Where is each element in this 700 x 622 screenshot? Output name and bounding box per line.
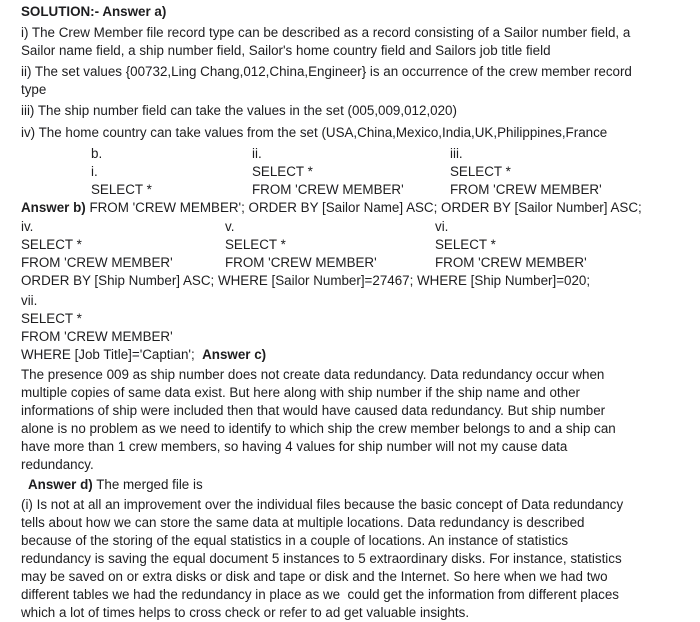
- answer-c-line: alone is no problem as we need to identify to which ship the crew member belongs to and a ship can: [21, 421, 616, 436]
- b2-col2-select: SELECT *: [225, 237, 286, 252]
- answer-b-text: FROM 'CREW MEMBER'; ORDER BY [Sailor Name] ASC; ORDER BY [Sailor Number] ASC;: [85, 200, 642, 215]
- answer-a-line: Sailor name field, a ship number field, Sailor's home country field and Sailors job title field: [21, 43, 551, 58]
- b2-col3-label: vi.: [435, 219, 449, 234]
- answer-a-line: ii) The set values {00732,Ling Chang,012,China,Engineer} is an occurrence of the crew member record: [21, 64, 632, 79]
- answer-c-line: multiple copies of same data exist. But here along with ship number if the ship name and other: [21, 385, 581, 400]
- answer-a-line: type: [21, 82, 47, 97]
- b-col2-from: FROM 'CREW MEMBER': [252, 182, 404, 197]
- b-col3-select: SELECT *: [450, 164, 511, 179]
- b-col1-label: i.: [91, 164, 98, 179]
- b-col3-label: iii.: [450, 146, 463, 161]
- b2-col1-select: SELECT *: [21, 237, 82, 252]
- answer-a-line: iii) The ship number field can take the values in the set (005,009,012,020): [21, 103, 457, 118]
- b2-col1-from: FROM 'CREW MEMBER': [21, 255, 173, 270]
- vii-label: vii.: [21, 293, 38, 308]
- answer-c-line: redundancy.: [21, 457, 94, 472]
- answer-c-line: The presence 009 as ship number does not create data redundancy. Data redundancy occur when: [21, 367, 605, 382]
- b-col2-select: SELECT *: [252, 164, 313, 179]
- answer-d-body: redundancy is saving the equal document 5 instances to 5 extraordinary disks. For instance, statistics: [21, 551, 622, 566]
- answer-d-body: may be saved on or extra disks or disk and tape or disk and the Internet. So here when we had two: [21, 569, 608, 584]
- b2-col2-label: v.: [225, 219, 235, 234]
- answer-d-body: (i) Is not at all an improvement over the individual files because the basic concept of Data redundancy: [21, 497, 624, 512]
- b2-col1-label: iv.: [21, 219, 34, 234]
- b-col1-select: SELECT *: [91, 182, 152, 197]
- vii-from: FROM 'CREW MEMBER': [21, 329, 173, 344]
- b2-col2-from: FROM 'CREW MEMBER': [225, 255, 377, 270]
- b2-col3-from: FROM 'CREW MEMBER': [435, 255, 587, 270]
- answer-d-body: because of the storing of the equal statistics in a couple of locations. An instance of statistics: [21, 533, 569, 548]
- vii-select: SELECT *: [21, 311, 82, 326]
- answer-d-line: [28, 476, 203, 494]
- answer-c-label: Answer c): [202, 347, 267, 362]
- answer-d-body: which a lot of times helps to cross check or refer to ad get valuable insights.: [21, 605, 470, 620]
- answer-d-intro: The merged file is: [92, 477, 203, 492]
- answer-b-label: Answer b): [21, 200, 86, 215]
- vii-where-line: [21, 346, 266, 364]
- answer-b-line: [21, 199, 642, 217]
- answer-d-label: Answer d): [28, 477, 93, 492]
- b2-order-line: ORDER BY [Ship Number] ASC; WHERE [Sailor Number]=27467; WHERE [Ship Number]=020;: [21, 273, 591, 288]
- answer-a-line: iv) The home country can take values from the set (USA,China,Mexico,India,UK,Philippines,France: [21, 125, 608, 140]
- b-col1-label: b.: [91, 146, 103, 161]
- answer-c-line: informations of ship were included then that would have caused data redundancy. But ship number: [21, 403, 606, 418]
- answer-d-body: tells about how we can store the same data at multiple locations. Data redundancy is described: [21, 515, 585, 530]
- b2-col3-select: SELECT *: [435, 237, 496, 252]
- b-col3-from: FROM 'CREW MEMBER': [450, 182, 602, 197]
- answer-d-body: different tables we had the redundancy in place as we could get the information from different places: [21, 587, 619, 602]
- b-col2-label: ii.: [252, 146, 262, 161]
- answer-a-line: i) The Crew Member file record type can be described as a record consisting of a Sailor number field, a: [21, 25, 631, 40]
- answer-c-line: have more than 1 crew members, so having 4 values for ship number will not my cause data: [21, 439, 568, 454]
- solution-heading: SOLUTION:- Answer a): [21, 4, 167, 19]
- vii-where: WHERE [Job Title]='Captian';: [21, 347, 203, 362]
